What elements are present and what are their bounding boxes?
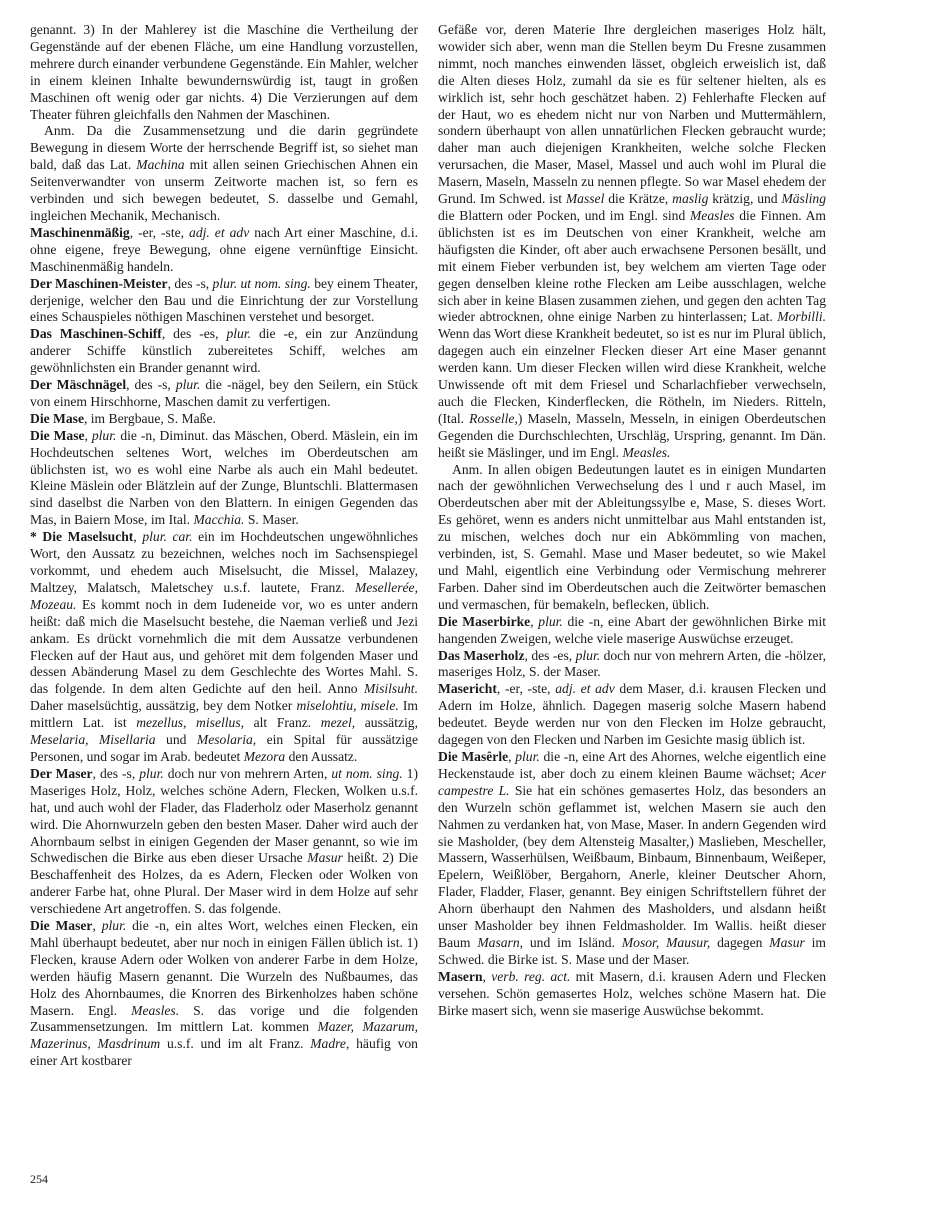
entry-text: aussätzig, xyxy=(355,715,418,731)
right-column xyxy=(438,22,826,1188)
entry-text: , des -es, xyxy=(524,647,576,663)
entry-text: die Krätze, xyxy=(604,191,673,207)
entry-text: , xyxy=(482,968,492,984)
entry-text: doch nur von mehrern Arten, xyxy=(163,765,332,781)
italic-term: plur. xyxy=(139,765,164,781)
entry-text: , im Bergbaue, S. Maße. xyxy=(83,410,216,426)
headword: Die Maser xyxy=(30,918,93,934)
annotation-paragraph xyxy=(30,123,418,224)
dictionary-entry xyxy=(438,749,826,969)
italic-term: Massel xyxy=(565,191,605,207)
entry-text: Anm. In allen obigen Bedeutungen lautet es in einigen Mundarten nach der gewöhnlichen Verwechselung des l und r auch Masel, im Oberdeutschen aber mit der Ableitungssylbe e, Mase, S. dieses Wort. Es gehöret, wenn es anders nicht unmittelbar aus Mahl entstanden ist, zu mischen, welches doch nur ein Abkömmling von machen, verbinden, ist, S. Gemahl. Mase und Maser bedeutet, so wie Makel und Mahl, eigentlich eine Verbindung oder Vermischung mehrerer Farben. Daher sind im Oberdeutschen auch die Zeitwörter bemaschen und vermaschen, für bemakeln, beflecken, üblich. xyxy=(438,461,826,612)
headword: Die Mase xyxy=(30,410,84,426)
entry-text: die -nägel, bey den Seilern, ein Stück von einem Hirschhorne, Maschen damit zu verfertigen. xyxy=(30,377,418,409)
italic-term: miselohtiu, misele. xyxy=(296,698,399,714)
entry-text: , des -es, xyxy=(161,326,227,342)
entry-text: doch nur von mehrern Arten, die -hölzer, maseriges Holz, S. der Maser. xyxy=(438,647,826,680)
italic-term: Rosselle, xyxy=(469,410,518,426)
entry-text: alt Franz. xyxy=(244,715,321,731)
italic-term: Measles. xyxy=(131,1002,180,1018)
italic-term: Mosor, Mausur, xyxy=(621,934,711,950)
italic-term: Measles xyxy=(689,207,735,223)
entry-text: 1) Maseriges Holz, Holz, welches schöne Adern, Flecken, Wolken u.s.f. hat, und auch wohl der Flader, das Fladerholz oder Maserholz genannt wird. Die Ahornwurzeln geben den besten Maser. Daher wird auch der Ahornbaum selbst in einigen Gegenden der Maser genannt, so wie im Schwedischen die Birke aus eben dieser Ursache xyxy=(30,765,418,866)
entry-text: mit allen seinen Griechischen Ahnen ein Seitenverwandter von unserm Zeitworte machen ist, so fern es verbinden und sich bewegen bedeutet, S. dasselbe und Gemahl, ingleichen Mechanik, Mechanisch. xyxy=(30,157,418,223)
dictionary-entry xyxy=(30,276,418,327)
entry-text: , des -s, xyxy=(167,275,213,291)
dictionary-entry xyxy=(30,22,418,123)
entry-text: , des -s, xyxy=(92,765,140,781)
entry-text: u.s.f. und im alt Franz. xyxy=(160,1036,311,1052)
italic-term: Meselaria, Misellaria xyxy=(30,732,156,748)
entry-text: die Finnen. Am üblichsten ist es im Deutschen von einer Krankheit, welche am häufigsten die Kinder, oft aber auch erwachsene Personen besällt, und mit einem Fieber verbunden ist, bey welchem am vierten Tage oder gegen denselben kleine rothe Flecken am Leibe ausschlagen, welche sich aber in keine Blasen zusammen ziehen, und gegen den achten Tag wieder abtrocknen, ohne einige Narben zu hinterlassen; Lat. xyxy=(438,207,826,325)
italic-term: mezellus, misellus, xyxy=(136,715,245,731)
dictionary-entry xyxy=(438,969,826,1020)
headword: Die Maserbirke xyxy=(438,613,531,629)
headword: Der Maser xyxy=(30,765,93,781)
italic-term: Measles. xyxy=(622,444,671,460)
entry-text: , -er, -ste, xyxy=(129,224,190,240)
entry-text: Daher maselsüchtig, aussätzig, bey dem Notker xyxy=(30,698,297,714)
entry-text: die -n, eine Abart der gewöhnlichen Birke mit hangenden Zweigen, welche viele maserige Auswüchse erzeuget. xyxy=(438,613,826,646)
italic-term: Mesellerée, Mozeau. xyxy=(30,579,418,612)
entry-text: mit Masern, d.i. krausen Adern und Flecken versehen. Schön gemasertes Holz, welches schöne Masern hat. Die Birke masert sich, wenn sie maserige Auswüchse bekommt. xyxy=(438,968,826,1018)
entry-text: S. Maser. xyxy=(244,512,299,528)
entry-text: , des -s, xyxy=(126,377,176,393)
italic-term: Madre, xyxy=(310,1036,350,1052)
italic-term: plur. xyxy=(226,326,252,342)
dictionary-entry xyxy=(30,225,418,276)
entry-text: die -n, Diminut. das Mäschen, Oberd. Mäslein, ein im Hochdeutschen seltenes Wort, welches im Oberdeutschen am üblichsten ist, wo es wohl eine Narbe als auch ein Mahl bedeutet. Kleine Mäslein oder Blätzlein auf der Zunge, Bluntschli. Blattermasen sind daselbst die Narben von den Blattern. In einigen Gegenden das Mas, in Baiern Mose, im Ital. xyxy=(30,427,418,528)
dictionary-entry xyxy=(30,326,418,377)
dictionary-page xyxy=(30,22,910,1188)
italic-term: plur. xyxy=(538,613,563,629)
dictionary-entry xyxy=(438,648,826,682)
entry-text: die -n, eine Art des Ahornes, welche eigentlich eine Heckenstaude ist, aber doch zu einem kleinen Baume wächset; xyxy=(438,748,826,781)
page-number: 254 xyxy=(30,1172,48,1186)
italic-term: maslig xyxy=(672,191,709,207)
italic-term: Mesolaria, xyxy=(196,732,257,748)
entry-text: die -n, ein altes Wort, welches einen Flecken, ein Mahl überhaupt bedeutet, aber nur noch in einigen Fällen üblich ist. 1) Flecken, krause Adern oder Wolken von anderer Farbe in dem Holze, werden häufig Masern genannt. Die Wurzeln des Nußbaumes, das Holz des Ahornbaumes, die Knorren des Birkenholzes haben schöne Masern. Engl. xyxy=(30,918,418,1018)
dictionary-entry xyxy=(438,681,826,749)
headword: Das Maschinen-Schiff xyxy=(30,326,162,342)
italic-term: plur. xyxy=(515,748,540,764)
italic-term: adj. et adv xyxy=(189,224,250,240)
italic-term: Masur xyxy=(307,850,343,866)
entry-text: , xyxy=(530,613,539,629)
italic-term: plur. ut nom. sing. xyxy=(212,275,311,291)
italic-term: adj. et adv xyxy=(555,681,615,697)
headword: * Die Maselsucht xyxy=(30,529,134,545)
italic-term: verb. reg. act. xyxy=(491,968,571,984)
entry-text: und xyxy=(155,732,197,748)
headword: Die Masêrle xyxy=(438,748,509,764)
entry-text: die Blattern oder Pocken, und im Engl. sind xyxy=(438,207,690,223)
dictionary-entry xyxy=(30,766,418,918)
headword: Maschinenmäßig xyxy=(30,224,130,240)
headword: Masericht xyxy=(438,681,497,697)
italic-term: Masur xyxy=(769,934,805,950)
italic-term: plur. xyxy=(101,918,127,934)
entry-text: dagegen xyxy=(710,934,770,950)
italic-term: Machina xyxy=(136,157,185,173)
dictionary-entry xyxy=(30,428,418,529)
entry-text: Wenn das Wort diese Krankheit bedeutet, so ist es nur im Plural üblich, dagegen auch ein einzelner Flecken dieser Art eine Maser genannt werden kann. Um dieser Flecken willen wird diese Krankheit, welche Unwissende oft mit dem Friesel und Scharlachfieber verwechseln, auch die Flecken, Kinderflecken, die Rötheln, im Nieders. Ritteln, (Ital. xyxy=(438,326,826,426)
italic-term: plur. xyxy=(575,647,601,663)
entry-text: bey einem Theater, derjenige, welcher den Bau und die Einrichtung der zur Vorstellung eines Schauspieles nöthigen Maschinen verstehet und besorget. xyxy=(30,275,418,325)
dictionary-entry xyxy=(438,614,826,648)
italic-term: mezel, xyxy=(320,715,356,731)
headword: Der Maschinen-Meister xyxy=(30,275,168,291)
entry-text: , xyxy=(508,748,516,764)
dictionary-entry xyxy=(30,529,418,766)
entry-text: Gefäße vor, deren Materie Ihre dergleichen maseriges Holz hält, wowider sich aber, wenn man die Stellen beym Du Fresne zusammen nimmt, noch manches einwenden lässet, obgleich erweislich ist, daß die Alten dieses Holz, zumahl da sie es für seltener hielten, als es wirklich ist, sehr hoch geschätzet haben. 2) Fehlerhafte Flecken auf der Haut, wo es ehedem nicht nur von Narben und Muttermählern, sondern überhaupt von allen unnatürlichen Flecken gebraucht wurde; daher man auch diejenigen Krankheiten, welche solche Flecken verursachen, die Maser, Masel, Massel und auch wohl im Plural die Masern, Maseln, Masseln zu nennen pflegte. So war Masel ehedem der Grund. Im Schwed. ist xyxy=(438,22,826,207)
left-column xyxy=(30,22,418,1188)
entry-text: S. das vorige und die folgenden Zusammensetzungen. Im mittlern Lat. kommen xyxy=(30,1002,418,1035)
entry-text: den Aussatz. xyxy=(285,748,358,764)
entry-text: dem Maser, d.i. krausen Flecken und Adern im Holze, ähnlich. Dagegen maserig solche Masern habend bedeutet. Beyde werden nur von den Flecken im Holze gebraucht, dagegen von den Flecken und Narben im Gesichte masig üblich ist. xyxy=(438,681,826,748)
italic-term: Mezora xyxy=(243,748,286,764)
entry-text: die -e, ein zur Anzündung anderer Schiffe künstlich zubereitetes Schiff, welches am gewöhnlichsten ein Brander genannt wird. xyxy=(30,326,418,376)
entry-text: krätzig, und xyxy=(708,191,782,207)
entry-text: Im mittlern Lat. ist xyxy=(30,698,418,731)
dictionary-entry xyxy=(30,411,418,428)
italic-term: plur. car. xyxy=(142,529,193,545)
annotation-paragraph xyxy=(438,462,826,614)
italic-term: Mazer, Mazarum, Mazerinus, Masdrinum xyxy=(30,1019,418,1052)
italic-term: Mäsling xyxy=(781,191,826,207)
entry-text: Sie hat ein schönes gemasertes Holz, das besonders an den Wurzeln schön geflammet ist, welchen Masern sie auch den Nahmen zu verdanken hat, von Mase, Maser. In andern Gegenden wird sie Masholder, (bey dem Altensteig Masalter,) Maslieben, Mescheller, Massern, Wasserhülsen, Weißbaum, Binbaum, Binnenbaum, Weißeper, Epelern, Weißlöber, Bergahorn, Anerle, kleiner Deutscher Ahorn, Flader, Fladder, Flaser, genannt. Bey einigen Schriftstellern führet der Ahorn überhaupt den Nahmen des Masholders, und alsdann heißt unser Masholder bey ihnen Feldmasholder. Im Wallis. heißt dieser Baum xyxy=(438,782,826,950)
entry-text: ein im Hochdeutschen ungewöhnliches Wort, den Aussatz zu bezeichnen, welches noch im Sachsenspiegel vorkommt, und ehedem auch Miselsucht, die Missel, Malazey, Maltzey, Malatsch, Maletschey u.s.f. lautete, Franz. xyxy=(30,529,418,595)
entry-text: , xyxy=(84,427,92,443)
entry-text: genannt. 3) In der Mahlerey ist die Maschine die Vertheilung der Gegenstände auf der ebenen Fläche, um eine Handlung vorzustellen, mehrere durch einander verbundene Gegenstände. Ein Mahler, welcher in einem kleinen Inhalte bewundernswürdig ist, taugt in großen Maschinen oft wenig oder gar nichts. 4) Die Verzierungen auf dem Theater führen gleichfalls den Nahmen der Maschinen. xyxy=(30,22,418,122)
entry-text: ) Maseln, Masseln, Messeln, in einigen Oberdeutschen Gegenden die Durchschlechten, Urschläg, Urspring, genannt. Im Dän. heißt sie Mäslinger, und im Engl. xyxy=(438,410,826,460)
dictionary-entry xyxy=(30,377,418,411)
italic-term: Macchia. xyxy=(193,512,245,528)
italic-term: Acer campestre L. xyxy=(438,765,826,798)
entry-text: und im Isländ. xyxy=(523,934,622,950)
italic-term: Morbilli. xyxy=(777,309,826,325)
entry-text: , xyxy=(92,918,102,934)
italic-term: ut nom. sing. xyxy=(331,765,403,781)
entry-text: Es kommt noch in dem Iudeneide vor, wo es unter andern heißt: daß mich die Maselsucht bestehe, die Naeman verließ und Jezi ankam. Es drückt vornehmlich die mit dem Aussatze verbundenen Flecken auf der Haut aus, und gehöret mit dem folgenden Maser und dessen Abänderung Masel zu dem Geschlechte des Wortes Mahl. S. das folgende. In dem alten Gedichte auf den heil. Anno xyxy=(30,596,418,697)
entry-text: nach Art einer Maschine, d.i. ohne eigene, freye Bewegung, ohne eigene vernünftige Einsicht. Maschinenmäßig handeln. xyxy=(30,224,418,274)
headword: Der Mäschnägel xyxy=(30,377,127,393)
entry-text: häufig von einer Art kostbarer xyxy=(30,1036,418,1069)
entry-text: Anm. Da die Zusammensetzung und die darin gegründete Bewegung in diesem Worte der herrschende Begriff ist, so siehet man bald, daß das Lat. xyxy=(30,123,418,173)
dictionary-entry xyxy=(30,918,418,1070)
entry-text: ein Spital für aussätzige Personen, und sogar im Arab. bedeutet xyxy=(30,732,418,764)
italic-term: Misilsuht. xyxy=(363,681,418,697)
headword: Das Maserholz xyxy=(438,647,525,663)
italic-term: Masarn, xyxy=(477,934,524,950)
entry-text: , -er, -ste, xyxy=(496,681,556,697)
entry-text: im Schwed. die Birke ist. S. Mase und der Maser. xyxy=(438,934,826,967)
entry-text: , xyxy=(133,529,143,545)
entry-text: heißt. 2) Die Beschaffenheit des Holzes, da es Adern, Flecken oder Wolken von anderer Farbe hat, ohne Plural. Der Maser wird in dem Holze auf sehr verschiedene Art angetroffen. S. das folgende. xyxy=(30,850,418,917)
italic-term: plur. xyxy=(91,427,117,443)
headword: Die Mase xyxy=(30,427,85,443)
headword: Masern xyxy=(438,968,483,984)
italic-term: plur. xyxy=(175,377,201,393)
dictionary-entry xyxy=(438,22,826,462)
